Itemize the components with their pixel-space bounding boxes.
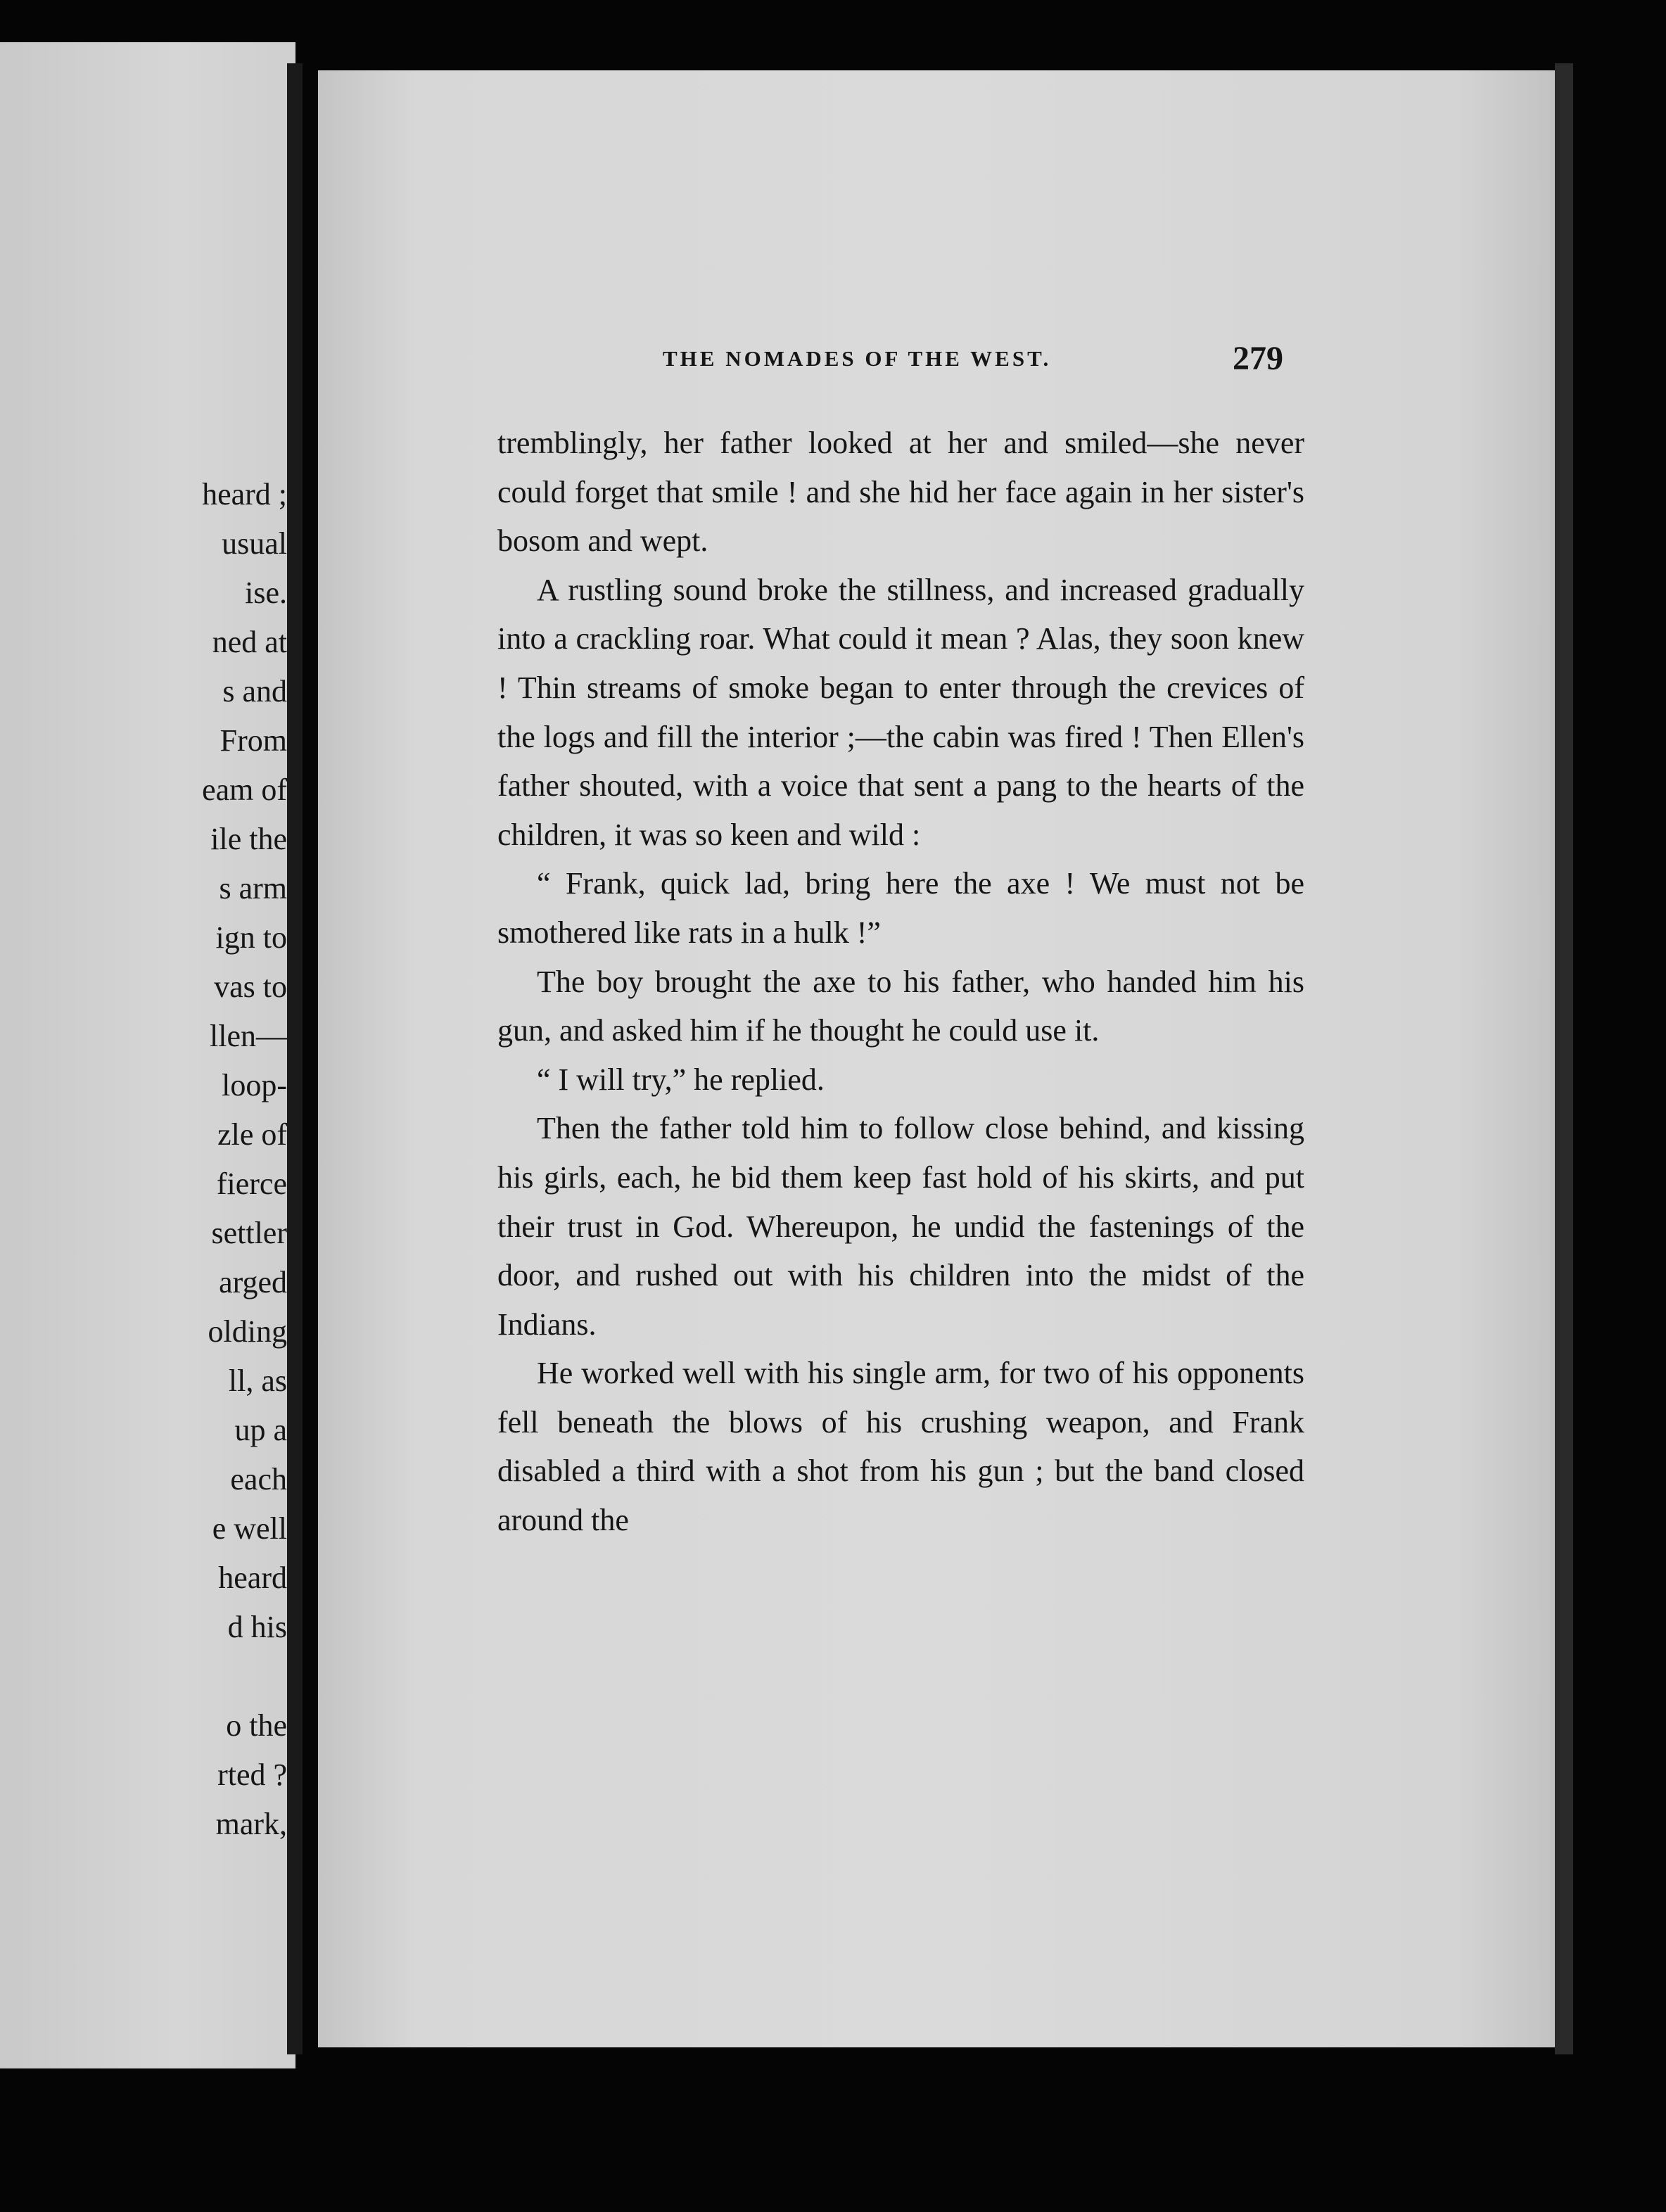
left-page-line: olding	[208, 1314, 287, 1349]
page-edge	[1555, 63, 1573, 2054]
paragraph: “ Frank, quick lad, bring here the axe ! We must not be smothered like rats in a hulk !”	[497, 866, 1304, 950]
left-page-line: up a	[234, 1413, 287, 1447]
right-page	[318, 70, 1555, 2047]
left-page-line: ign to	[215, 920, 287, 955]
left-page-line: settler	[211, 1216, 287, 1250]
body-text	[497, 419, 1304, 1545]
paragraph: The boy brought the axe to his father, who handed him his gun, and asked him if he thought he could use it.	[497, 964, 1304, 1048]
left-page-line: llen—	[210, 1019, 287, 1053]
left-page-line: usual	[222, 526, 287, 561]
left-page	[0, 42, 295, 2068]
left-page-line: vas to	[214, 970, 287, 1004]
page-number: 279	[1233, 340, 1283, 377]
paragraph: A rustling sound broke the stillness, and increased gradually into a crackling roar. What could it mean ? Alas, they soon knew ! Thin streams of smoke began to enter through the crevices of the logs and fill the interior ;—the cabin was fired ! Then Ellen's father shouted, with a voice that sent a pang to the hearts of the children, it was so keen and wild :	[497, 572, 1304, 852]
left-page-line: each	[230, 1462, 287, 1496]
left-page-line: ile the	[210, 822, 287, 856]
left-page-line: o the	[226, 1708, 287, 1743]
left-page-line: ll, as	[228, 1364, 287, 1398]
paragraph: He worked well with his single arm, for two of his opponents fell beneath the blows of his crushing weapon, and Frank disabled a third with a shot from his gun ; but the band closed around the	[497, 1356, 1304, 1538]
left-page-line: From	[220, 723, 287, 758]
left-page-line: ise.	[245, 576, 287, 610]
left-page-line: mark,	[215, 1807, 287, 1841]
left-page-line: s and	[222, 674, 287, 708]
left-page-line: e well	[212, 1511, 287, 1546]
left-page-line: loop-	[222, 1068, 287, 1102]
book-spine	[287, 63, 303, 2054]
left-page-line: eam of	[202, 773, 287, 807]
paragraph: Then the father told him to follow close behind, and kissing his girls, each, he bid them keep fast hold of his skirts, and put their trust in God. Whereupon, he undid the fastenings of the door, and rushed out with his children into the midst of the Indians.	[497, 1111, 1304, 1342]
running-head-title: THE NOMADES OF THE WEST.	[663, 346, 1052, 371]
left-page-line: arged	[219, 1265, 287, 1299]
left-page-line: heard	[218, 1561, 287, 1595]
left-page-line: heard ;	[202, 477, 287, 511]
left-page-line: zle of	[217, 1117, 287, 1152]
left-page-line: rted ?	[217, 1757, 287, 1792]
left-page-line: ned at	[212, 625, 287, 659]
paragraph: tremblingly, her father looked at her and smiled—she never could forget that smile ! and she hid her face again in her sister's bosom and wept.	[497, 426, 1304, 559]
left-page-text-fragments	[202, 470, 287, 1849]
paragraph: “ I will try,” he replied.	[537, 1062, 825, 1097]
left-page-line: s arm	[219, 871, 287, 905]
left-page-line	[202, 1652, 287, 1701]
left-page-line: fierce	[216, 1167, 287, 1201]
left-page-line: d his	[227, 1610, 287, 1644]
